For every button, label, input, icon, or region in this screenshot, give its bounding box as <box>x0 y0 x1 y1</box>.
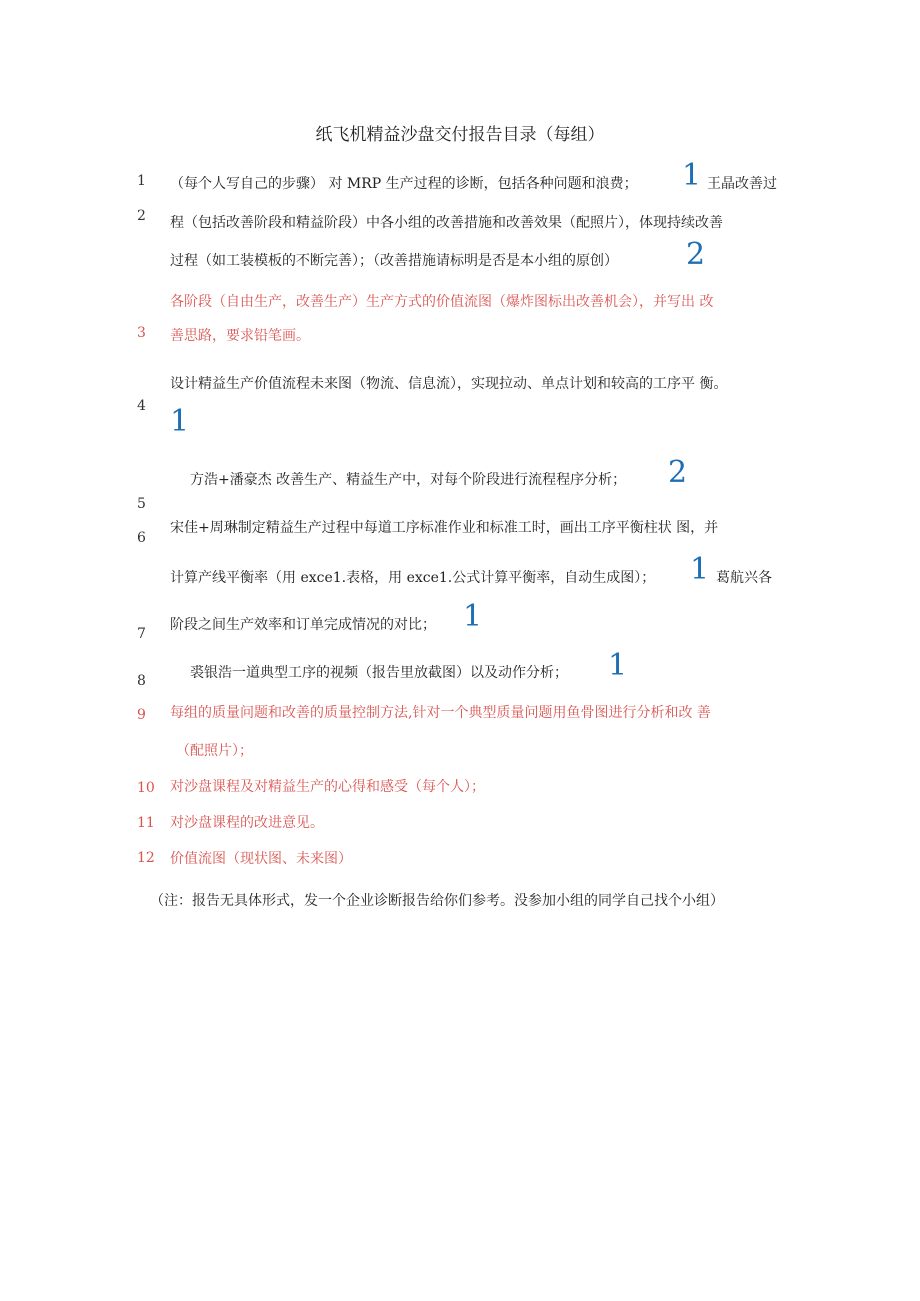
item-number-8: 8 <box>137 673 146 689</box>
item-number-2: 2 <box>137 208 146 224</box>
item-1-line-3: 过程（如工装模板的不断完善）；（改善措施请标明是否是本小组的原创） <box>170 253 618 269</box>
item-7-line-1: 阶段之间生产效率和订单完成情况的对比； <box>170 617 436 633</box>
item-1-line-2: 程（包括改善阶段和精益阶段）中各小组的改善措施和改善效果（配照片），体现持续改善 <box>170 215 723 231</box>
annotation-6: 1 <box>463 599 483 634</box>
item-12-line-1: 价值流图（现状图、未来图） <box>170 851 352 867</box>
item-number-12: 12 <box>137 850 155 866</box>
item-number-9: 9 <box>137 707 146 723</box>
item-3-line-1: 各阶段（自由生产，改善生产）生产方式的价值流图（爆炸图标出改善机会），并写出 改 <box>170 294 714 310</box>
item-number-4: 4 <box>137 398 146 414</box>
annotation-3: 1 <box>170 404 190 439</box>
annotation-4: 2 <box>668 455 688 490</box>
item-5-line-1: 方浩+潘豪杰 改善生产、精益生产中，对每个阶段进行流程程序分析； <box>190 472 627 488</box>
annotation-1: 1 <box>682 158 702 193</box>
item-6-line-2-end: 葛航兴各 <box>716 570 772 586</box>
item-number-7: 7 <box>137 626 146 642</box>
item-9-line-2: （配照片）； <box>176 743 253 759</box>
item-4-line-1: 设计精益生产价值流程未来图（物流、信息流），实现拉动、单点计划和较高的工序平 衡。 <box>170 376 728 392</box>
item-6-line-2: 计算产线平衡率（用 exce1.表格，用 exce1.公式计算平衡率，自动生成图）； <box>170 570 656 586</box>
item-3-line-2: 善思路，要求铅笔画。 <box>170 328 310 344</box>
item-number-10: 10 <box>137 780 155 796</box>
item-1-line-1-end: 王晶改善过 <box>707 176 777 192</box>
item-number-5: 5 <box>137 496 146 512</box>
item-number-6: 6 <box>137 530 146 546</box>
annotation-5: 1 <box>690 552 710 587</box>
item-11-line-1: 对沙盘课程的改进意见。 <box>170 815 324 831</box>
document-title: 纸飞机精益沙盘交付报告目录（每组） <box>315 125 605 145</box>
item-1-line-1: （每个人写自己的步骤） 对 MRP 生产过程的诊断，包括各种问题和浪费； <box>170 176 638 192</box>
item-number-3: 3 <box>137 325 146 341</box>
item-10-line-1: 对沙盘课程及对精益生产的心得和感受（每个人）； <box>170 779 485 795</box>
footnote: （注：报告无具体形式，发一个企业诊断报告给你们参考。没参加小组的同学自己找个小组） <box>150 893 724 909</box>
item-8-line-1: 裘银浩一道典型工序的视频（报告里放截图）以及动作分析； <box>190 665 568 681</box>
item-9-line-1: 每组的质量问题和改善的质量控制方法,针对一个典型质量问题用鱼骨图进行分析和改 善 <box>170 705 711 721</box>
item-number-1: 1 <box>137 173 146 189</box>
item-number-11: 11 <box>137 815 155 831</box>
annotation-7: 1 <box>608 648 628 683</box>
annotation-2: 2 <box>686 237 706 272</box>
item-6-line-1: 宋佳+周琳制定精益生产过程中每道工序标准作业和标准工时，画出工序平衡柱状 图，并 <box>170 520 719 536</box>
